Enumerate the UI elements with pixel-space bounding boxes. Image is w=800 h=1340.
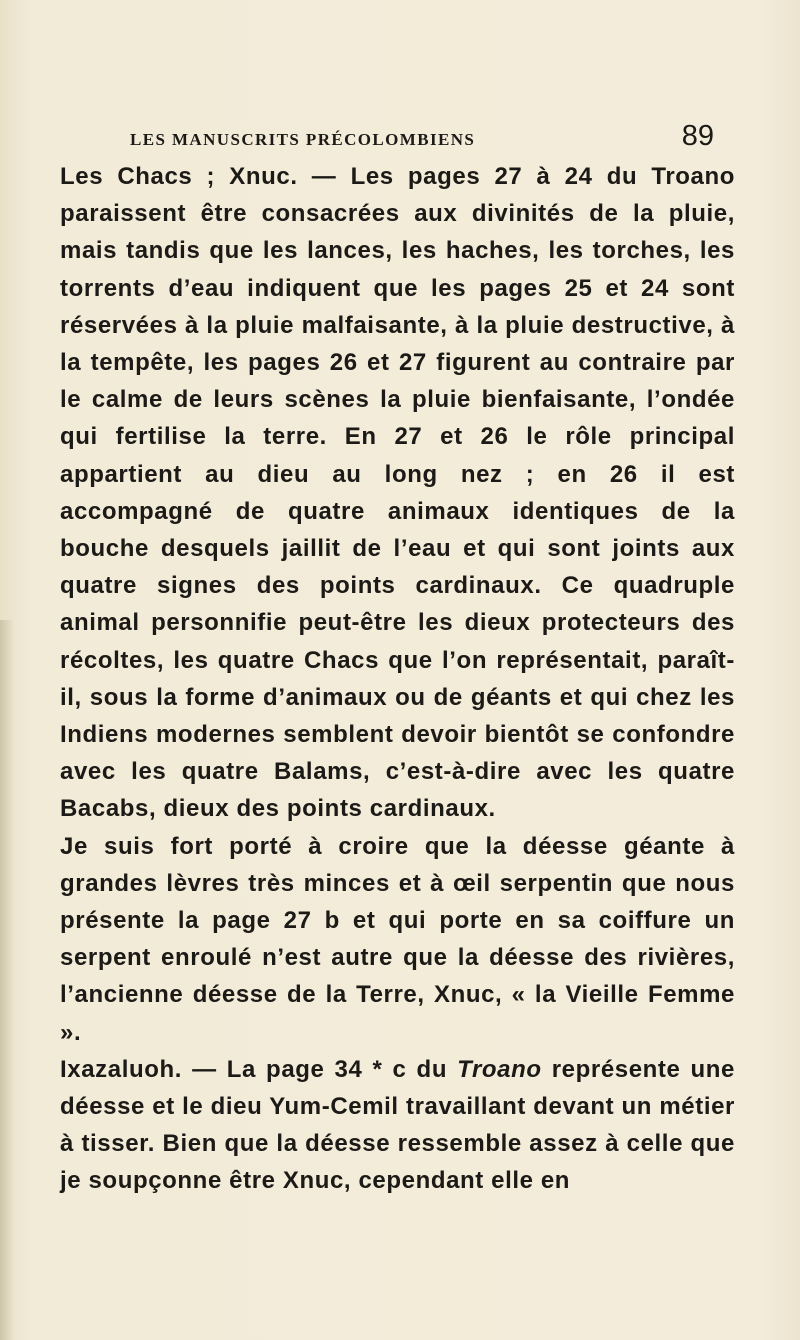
troano-title-italic: Troano: [457, 1055, 542, 1083]
paragraph-ixazaluoh: [60, 1051, 735, 1200]
running-head: LES MANUSCRITS PRÉCOLOMBIENS: [130, 130, 476, 149]
paragraph-ixazaluoh-part-2: représente une déesse et le dieu Yum-Cemil travaillant devant un métier à tisser. Bien que la déesse ressemble assez à celle que je soupçonne être Xnuc, cependant elle en: [60, 1055, 736, 1195]
body-text: [60, 158, 735, 1200]
paragraph-chacs-xnuc: Les Chacs ; Xnuc. — Les pages 27 à 24 du Troano paraissent être consacrées aux divinités de la pluie, mais tandis que les lances, les haches, les torches, les torrents d’eau indiquent que les pages 25 et 24 sont réservées à la pluie malfaisante, à la pluie destructive, à la tempête, les pages 26 et 27 figurent au contraire par le calme de leurs scènes la pluie bienfaisante, l’ondée qui fertilise la terre. En 27 et 26 le rôle principal appartient au dieu au long nez ; en 26 il est accompagné de quatre animaux identiques de la bouche desquels jaillit de l’eau et qui sont joints aux quatre signes des points cardinaux. Ce quadruple animal personnifie peut-être les dieux protecteurs des récoltes, les quatre Chacs que l’on représentait, paraît-il, sous la forme d’animaux ou de géants et qui chez les Indiens modernes semblent devoir bientôt se confondre avec les quatre Balams, c’est-à-dire avec les quatre Bacabs, dieux des points cardinaux.: [60, 163, 735, 823]
page-gutter-shadow: [0, 620, 14, 1340]
paragraph-deesse-geante: Je suis fort porté à croire que la déesse géante à grandes lèvres très minces et à œil serpentin que nous présente la page 27 b et qui porte en sa coiffure un serpent enroulé n’est autre que la déesse des rivières, l’ancienne déesse de la Terre, Xnuc, « la Vieille Femme ».: [60, 832, 735, 1046]
page-header: [130, 110, 720, 150]
page-number: 89: [681, 120, 714, 152]
paragraph-ixazaluoh-part-1: Ixazaluoh. — La page 34 * c du: [60, 1055, 458, 1083]
